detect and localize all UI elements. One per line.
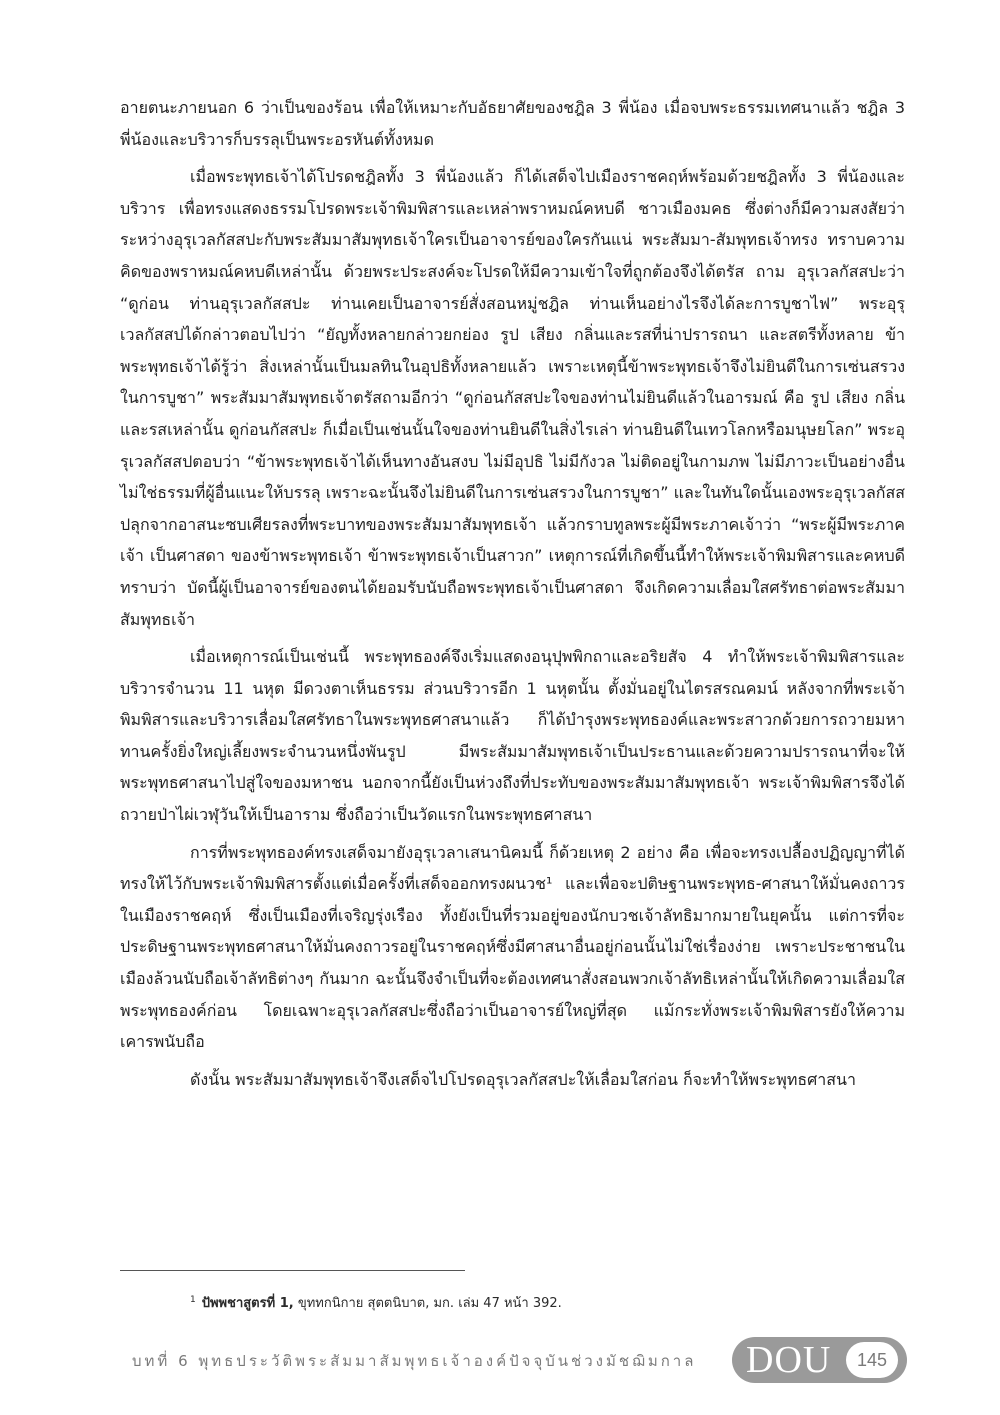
page-number: 145 bbox=[846, 1342, 898, 1378]
footnote-divider bbox=[120, 1270, 465, 1271]
footer-badge bbox=[732, 1337, 907, 1383]
page-footer bbox=[120, 1337, 910, 1383]
paragraph-4: การที่พระพุทธองค์ทรงเสด็จมายังอุรุเวลาเสนานิคมนี้ ก็ด้วยเหตุ 2 อย่าง คือ เพื่อจะทรงเปลื้องปฏิญญาที่ได้ทรงให้ไว้กับพระเจ้าพิมพิสารตั้งแต่เมื่อครั้งที่เสด็จออกทรงผนวช¹ และเพื่อจะปติษฐานพระพุทธ-ศาสนาให้มั่นคงถาวรในเมืองราชคฤห์ ซึ่งเป็นเมืองที่เจริญรุ่งเรือง ทั้งยังเป็นที่รวมอยู่ของนักบวชเจ้าลัทธิมากมายในยุคนั้น แต่การที่จะประดิษฐานพระพุทธศาสนาให้มั่นคงถาวรอยู่ในราชคฤห์ซึ่งมีศาสนาอื่นอยู่ก่อนนั้นไม่ใช่เรื่องง่าย เพราะประชาชนในเมืองล้วนนับถือเจ้าลัทธิต่างๆ กันมาก ฉะนั้นจึงจำเป็นที่จะต้องเทศนาสั่งสอนพวกเจ้าลัทธิเหล่านั้นให้เกิดความเลื่อมใสพระพุทธองค์ก่อน โดยเฉพาะอุรุเวลกัสสปะซึ่งถือว่าเป็นอาจารย์ใหญ่ที่สุด แม้กระทั่งพระเจ้าพิมพิสารยังให้ความเคารพนับถือ bbox=[120, 842, 905, 1052]
chapter-running-title: บทที่ 6 พุทธประวัติพระสัมมาสัมพุทธเจ้าองค์ปัจจุบันช่วงมัชฌิมกาล bbox=[132, 1352, 697, 1370]
footnote-marker: 1 bbox=[190, 1295, 196, 1305]
footnote-text: ขุททกนิกาย สุตตนิบาต, มก. เล่ม 47 หน้า 392. bbox=[293, 1296, 562, 1311]
footnote bbox=[190, 1290, 562, 1314]
dou-logo: DOU bbox=[746, 1339, 832, 1381]
paragraph-5: ดังนั้น พระสัมมาสัมพุทธเจ้าจึงเสด็จไปโปรดอุรุเวลกัสสปะให้เลื่อมใสก่อน ก็จะทำให้พระพุทธศาสนา bbox=[190, 1069, 856, 1089]
page-body bbox=[120, 92, 905, 1101]
paragraph-1: อายตนะภายนอก 6 ว่าเป็นของร้อน เพื่อให้เหมาะกับอัธยาศัยของชฎิล 3 พี่น้อง เมื่อจบพระธรรมเทศนาแล้ว ชฎิล 3 พี่น้องและบริวารก็บรรลุเป็นพระอรหันต์ทั้งหมด bbox=[120, 98, 905, 149]
paragraph-3: เมื่อเหตุการณ์เป็นเช่นนี้ พระพุทธองค์จึงเริ่มแสดงอนุปุพพิกถาและอริยสัจ 4 ทำให้พระเจ้าพิมพิสารและบริวารจำนวน 11 นหุต มีดวงตาเห็นธรรม ส่วนบริวารอีก 1 นหุตนั้น ตั้งมั่นอยู่ในไตรสรณคมน์ หลังจากที่พระเจ้าพิมพิสารและบริวารเลื่อมใสศรัทธาในพระพุทธศาสนาแล้ว ก็ได้บำรุงพระพุทธองค์และพระสาวกด้วยการถวายมหาทานครั้งยิ่งใหญ่เลี้ยงพระจำนวนหนึ่งพันรูป มีพระสัมมาสัมพุทธเจ้าเป็นประธานและด้วยความปรารถนาที่จะให้พระพุทธศาสนาไปสู่ใจของมหาชน นอกจากนี้ยังเป็นห่วงถึงที่ประทับของพระสัมมาสัมพุทธเจ้า พระเจ้าพิมพิสารจึงได้ถวายป่าไผ่เวฬุวันให้เป็นอาราม ซึ่งถือว่าเป็นวัดแรกในพระพุทธศาสนา bbox=[120, 647, 905, 825]
paragraph-2: เมื่อพระพุทธเจ้าได้โปรดชฎิลทั้ง 3 พี่น้องแล้ว ก็ได้เสด็จไปเมืองราชคฤห์พร้อมด้วยชฎิลทั้ง 3 พี่น้องและบริวาร เพื่อทรงแสดงธรรมโปรดพระเจ้าพิมพิสารและเหล่าพราหมณ์คหบดี ชาวเมืองมคธ ซึ่งต่างก็มีความสงสัยว่า ระหว่างอุรุเวลกัสสปะกับพระสัมมาสัมพุทธเจ้าใครเป็นอาจารย์ของใครกันแน่ พระสัมมา-สัมพุทธเจ้าทรง ทราบความคิดของพราหมณ์คหบดีเหล่านั้น ด้วยพระประสงค์จะโปรดให้มีความเข้าใจที่ถูกต้องจึงได้ตรัส ถาม อุรุเวลกัสสปะว่า “ดูก่อน ท่านอุรุเวลกัสสปะ ท่านเคยเป็นอาจารย์สั่งสอนหมู่ชฎิล ท่านเห็นอย่างไรจึงได้ละการบูชาไฟ” พระอุรุเวลกัสสปได้กล่าวตอบไปว่า “ยัญทั้งหลายกล่าวยกย่อง รูป เสียง กลิ่นและรสที่น่าปรารถนา และสตรีทั้งหลาย ข้าพระพุทธเจ้าได้รู้ว่า สิ่งเหล่านั้นเป็นมลทินในอุปธิทั้งหลายแล้ว เพราะเหตุนี้ข้าพระพุทธเจ้าจึงไม่ยินดีในการเซ่นสรวงในการบูชา” พระสัมมาสัมพุทธเจ้าตรัสถามอีกว่า “ดูก่อนกัสสปะใจของท่านไม่ยินดีแล้วในอารมณ์ คือ รูป เสียง กลิ่น และรสเหล่านั้น ดูก่อนกัสสปะ ก็เมื่อเป็นเช่นนั้นใจของท่านยินดีในสิ่งไรเล่า ท่านยินดีในเทวโลกหรือมนุษยโลก” พระอุรุเวลกัสสปตอบว่า “ข้าพระพุทธเจ้าได้เห็นทางอันสงบ ไม่มีอุปธิ ไม่มีกังวล ไม่ติดอยู่ในกามภพ ไม่มีภาวะเป็นอย่างอื่น ไม่ใช่ธรรมที่ผู้อื่นแนะให้บรรลุ เพราะฉะนั้นจึงไม่ยินดีในการเซ่นสรวงในการบูชา” และในทันใดนั้นเองพระอุรุเวลกัสสปลุกจากอาสนะซบเศียรลงที่พระบาทของพระสัมมาสัมพุทธเจ้า แล้วกราบทูลพระผู้มีพระภาคเจ้าว่า “พระผู้มีพระภาคเจ้า เป็นศาสดา ของข้าพระพุทธเจ้า ข้าพระพุทธเจ้าเป็นสาวก” เหตุการณ์ที่เกิดขึ้นนี้ทำให้พระเจ้าพิมพิสารและคหบดีทราบว่า บัดนี้ผู้เป็นอาจารย์ของตนได้ยอมรับนับถือพระพุทธเจ้าเป็นศาสดา จึงเกิดความเลื่อมใสศรัทธาต่อพระสัมมาสัมพุทธเจ้า bbox=[120, 167, 905, 629]
footnote-title: ปัพพชาสูตรที่ 1, bbox=[201, 1296, 294, 1311]
